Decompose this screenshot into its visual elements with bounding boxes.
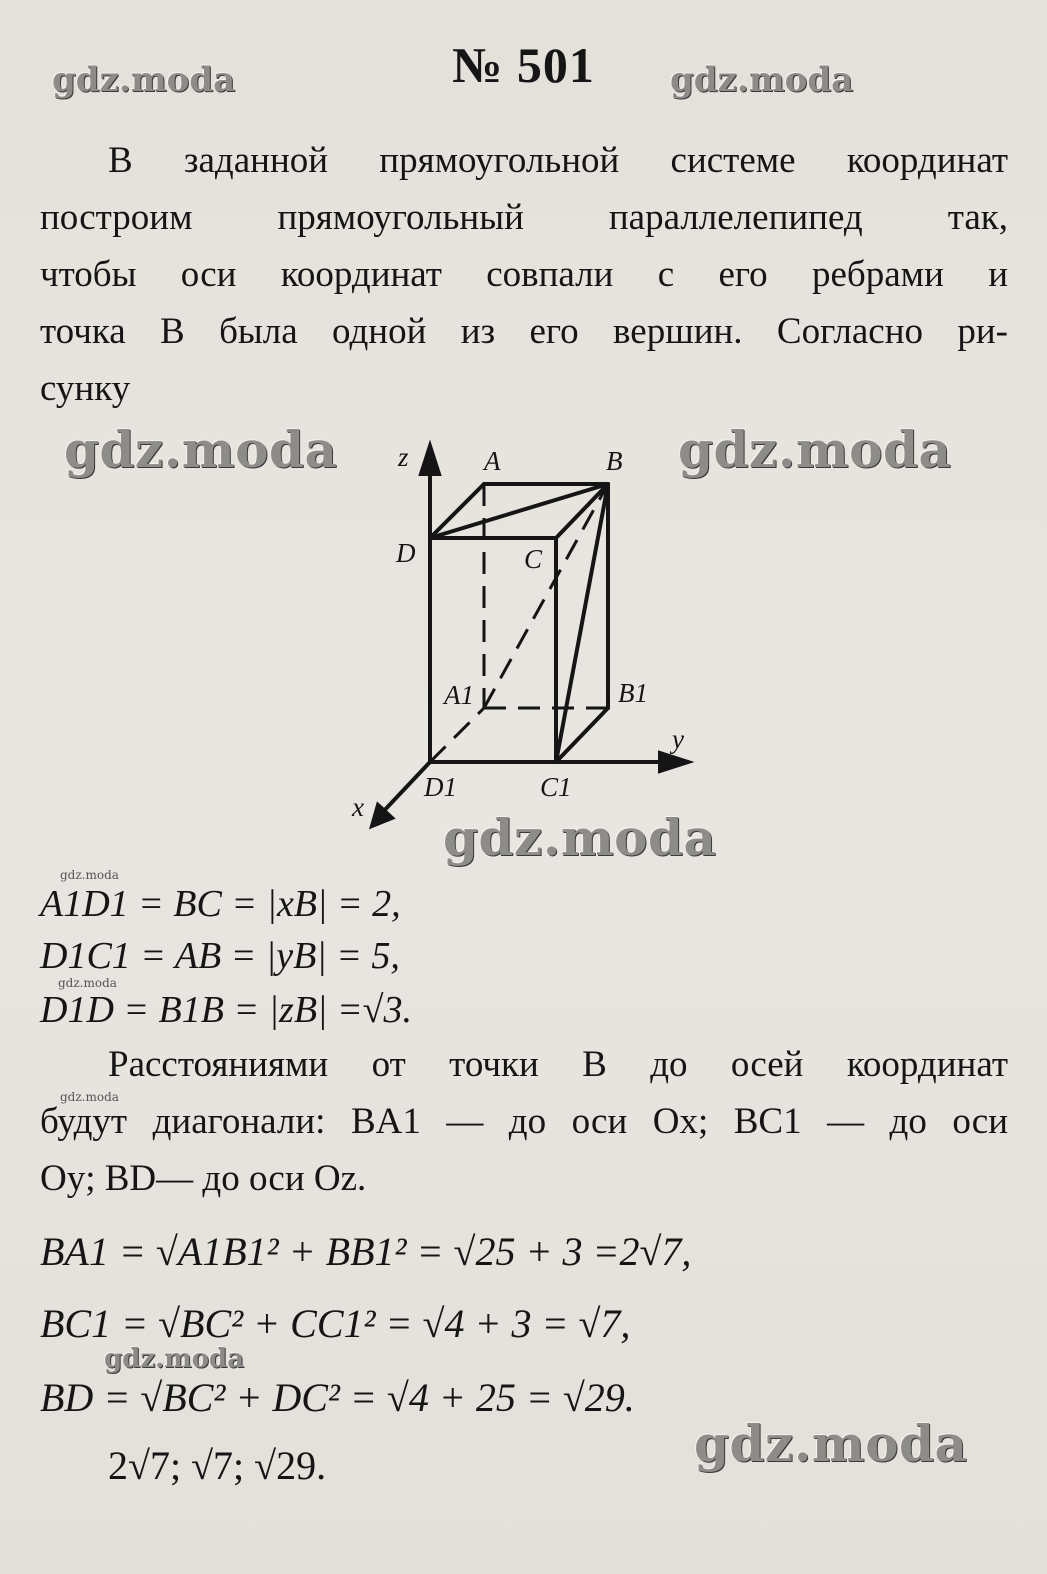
label-D1: D1 (424, 772, 457, 802)
watermark-small: gdz.moda (60, 1090, 119, 1104)
text-line: В заданной прямоугольной системе координат (108, 140, 1008, 181)
text-line: построим прямоугольный параллелепипед так, (40, 197, 1008, 238)
label-x: x (352, 792, 364, 822)
x-axis (380, 762, 430, 815)
label-A1: A1 (444, 680, 474, 710)
equation: D1D = B1B = |zB| =√3. (40, 989, 412, 1031)
watermark: gdz.moda (670, 60, 854, 100)
watermark: gdz.moda (104, 1344, 245, 1374)
text-line: будут диагонали: BA1 — до оси Ox; BC1 — до оси (40, 1101, 1008, 1142)
formula: BA1 = √A1B1² + BB1² = √25 + 3 =2√7, (40, 1229, 692, 1274)
text-line: сунку (40, 368, 131, 409)
label-C: C (524, 544, 543, 574)
watermark: gdz.moda (678, 420, 952, 479)
label-A: A (484, 446, 501, 476)
formula: BC1 = √BC² + CC1² = √4 + 3 = √7, (40, 1301, 631, 1346)
label-D: D (396, 538, 416, 568)
distances-paragraph (40, 1036, 1008, 1207)
formula: BD = √BC² + DC² = √4 + 25 = √29. (40, 1375, 635, 1420)
text-line: чтобы оси координат совпали с его ребрами и (40, 254, 1008, 295)
text-line: точка B была одной из его вершин. Согласно ри- (40, 311, 1008, 352)
label-B1: B1 (618, 678, 648, 708)
watermark: gdz.moda (694, 1414, 968, 1473)
watermark: gdz.moda (52, 60, 236, 100)
label-B: B (606, 446, 623, 476)
watermark: gdz.moda (443, 808, 717, 867)
watermark-small: gdz.moda (58, 976, 117, 990)
label-z: z (398, 442, 409, 472)
label-y: y (672, 724, 684, 754)
text-line: Oy; BD— до оси Oz. (40, 1158, 367, 1199)
equation: A1D1 = BC = |xB| = 2, (40, 883, 401, 925)
answer: 2√7; √7; √29. (108, 1443, 327, 1488)
problem-number: № 501 (452, 37, 595, 93)
z-axis-arrow (421, 446, 439, 474)
watermark-small: gdz.moda (60, 868, 119, 882)
y-axis-arrow (660, 753, 688, 771)
label-C1: C1 (540, 772, 572, 802)
watermark: gdz.moda (64, 420, 338, 479)
text-line: Расстояниями от точки B до осей координат (108, 1044, 1008, 1085)
diagonal-BC1 (556, 484, 608, 762)
hidden-edge-D1A1 (430, 708, 484, 762)
equation: D1C1 = AB = |yB| = 5, (40, 935, 400, 977)
